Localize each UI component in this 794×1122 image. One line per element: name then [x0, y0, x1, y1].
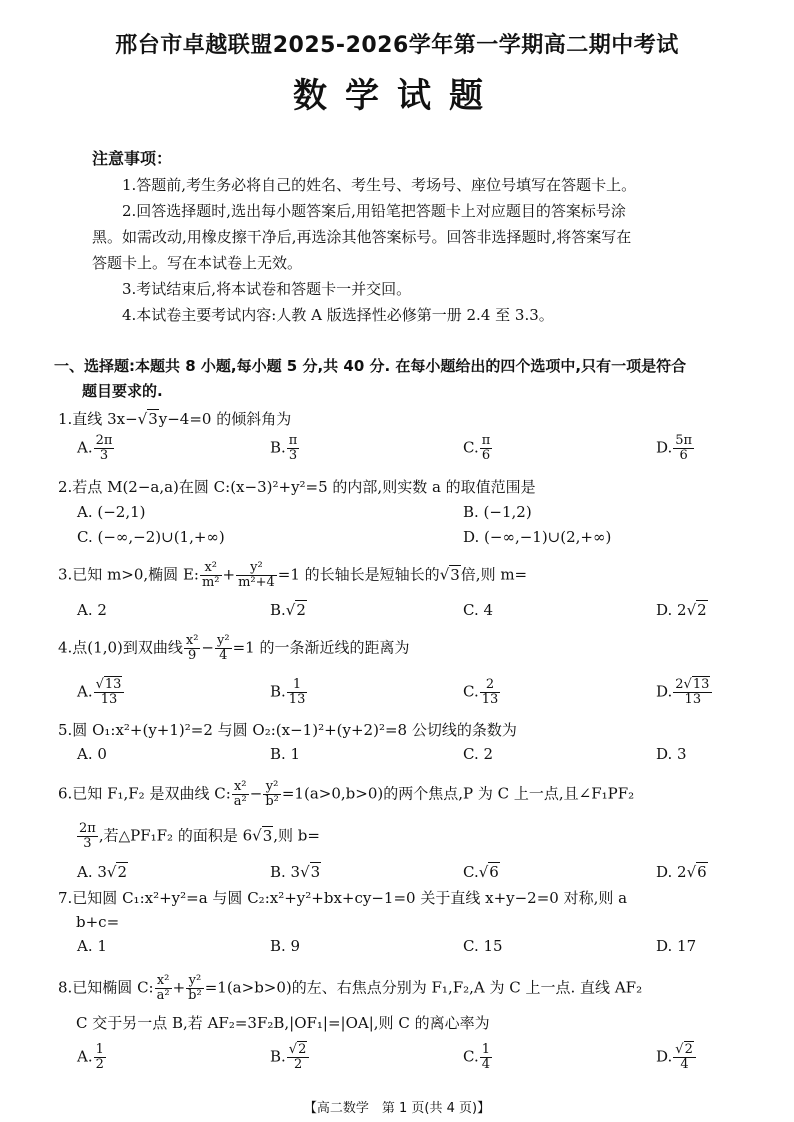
q1-stem-pre: 1.直线 3x−: [58, 410, 138, 428]
q1-option-d: [656, 434, 695, 463]
frac-den: 13: [481, 692, 499, 707]
frac-den: 13: [288, 692, 306, 707]
q6-option-b: B. 3√3: [270, 863, 321, 881]
option-label: A.: [77, 1047, 93, 1066]
q1-stem-post: y−4=0 的倾斜角为: [158, 410, 292, 428]
notice-item-4: 4.本试卷主要考试内容:人教 A 版选择性必修第一册 2.4 至 3.3。: [122, 306, 554, 324]
q4-option-a: A. $\frac{√13}{13}$: [77, 678, 125, 707]
frac-root: 13: [104, 677, 122, 692]
q1-option-b: [270, 434, 300, 463]
frac-num: x²: [200, 561, 222, 576]
frac-den: 13: [100, 692, 118, 707]
section-heading-cont: 题目要求的.: [82, 382, 163, 400]
exam-title: 邢台市卓越联盟2025-2026学年第一学期高二期中考试: [115, 33, 679, 58]
q8-pre: 8.已知椭圆 C:: [58, 978, 154, 997]
frac-num-coef: 2: [675, 677, 684, 692]
question-2-stem: 2.若点 M(2−a,a)在圆 C:(x−3)²+y²=5 的内部,则实数 a 的取值范围是: [58, 478, 536, 496]
frac-den: 4: [481, 1057, 490, 1072]
frac-num: y²: [217, 633, 230, 648]
frac-num: y²: [263, 780, 281, 795]
frac-num: 2π: [79, 821, 96, 836]
question-7-stem-cont: b+c=: [76, 913, 120, 931]
q8-option-a: [77, 1043, 107, 1072]
frac-den: 3: [99, 448, 109, 463]
frac-den: 9: [188, 648, 197, 663]
frac-num: x²: [232, 780, 249, 795]
q7-option-d: D. 17: [656, 937, 697, 955]
frac-den: a²: [156, 988, 170, 1003]
q2-option-c: C. (−∞,−2)∪(1,+∞): [77, 528, 225, 546]
question-6-stem: 6.已知 F₁,F₂ 是双曲线 C: $\frac{\text{x²}}{\text{a²}}$ − $\frac{\text{y²}}{\text{b²}}$ =1(a>0,b>0)的两个焦点,P 为 C 上一点,且∠F₁PF₂: [58, 780, 635, 809]
notice-heading: 注意事项：: [92, 149, 173, 168]
option-label: C.: [463, 863, 479, 881]
section-heading: 一、选择题:本题共 8 小题,每小题 5 分,共 40 分. 在每小题给出的四个选项中,只有一项是符合: [54, 357, 687, 375]
question-8-stem-cont: C 交于另一点 B,若 AF₂=3F₂B,|OF₁|=|OA|,则 C 的离心率为: [76, 1014, 490, 1032]
option-label: B.: [270, 682, 286, 701]
q3-option-b: B.√2: [270, 601, 306, 619]
option-label: B.: [270, 1047, 286, 1066]
option-label: D.: [656, 682, 673, 701]
q7-option-b: B. 9: [270, 937, 301, 955]
q3-post2: 倍,则 m=: [460, 565, 528, 584]
q7-option-a: A. 1: [77, 937, 107, 955]
option-label: D.: [656, 1047, 673, 1066]
option-root: 2: [697, 601, 707, 619]
q2-option-b: B. (−1,2): [463, 503, 532, 521]
option-label: B.: [270, 601, 286, 619]
frac-root: 2: [684, 1042, 693, 1057]
option-label: B.: [270, 438, 286, 457]
question-4-stem: 4.点(1,0)到双曲线 $\frac{\text{x²}}{9}$ − $\frac{\text{y²}}{4}$ =1 的一条渐近线的距离为: [58, 633, 410, 663]
option-root: 3: [310, 863, 321, 881]
q1-root: 3: [148, 410, 158, 428]
q6-pre: 6.已知 F₁,F₂ 是双曲线 C:: [58, 784, 231, 803]
q6-post: =1(a>0,b>0)的两个焦点,P 为 C 上一点,且∠F₁PF₂: [281, 784, 635, 803]
option-label: C.: [463, 438, 479, 457]
q3-option-a: A. 2: [77, 601, 107, 619]
frac-den: 2: [293, 1057, 303, 1072]
frac-num: y²: [186, 974, 204, 989]
option-label: D. 2: [656, 601, 687, 619]
option-label: A. 3: [77, 863, 107, 881]
frac-den: 6: [481, 448, 491, 463]
q6-option-a: A. 3√2: [77, 863, 128, 881]
option-root: 6: [489, 863, 499, 881]
frac-den: 4: [219, 648, 228, 663]
notice-item-3: 3.考试结束后,将本试卷和答题卡一并交回。: [122, 280, 412, 298]
option-label: C.: [463, 682, 479, 701]
option-label: D. 2: [656, 863, 687, 881]
q4-option-c: [463, 678, 501, 707]
q6-option-d: D. 2√6: [656, 863, 707, 881]
option-label: B. 3: [270, 863, 301, 881]
frac-den: b²: [188, 988, 202, 1003]
q3-post: =1 的长轴长是短轴长的: [277, 565, 440, 584]
q2-option-d: D. (−∞,−1)∪(2,+∞): [463, 528, 612, 546]
q4-pre: 4.点(1,0)到双曲线: [58, 638, 183, 657]
frac-den: 3: [83, 836, 92, 851]
q4-option-b: [270, 678, 308, 707]
notice-item-1: 1.答题前,考生务必将自己的姓名、考生号、考场号、座位号填写在答题卡上。: [122, 176, 637, 194]
q8-post: =1(a>b>0)的左、右焦点分别为 F₁,F₂,A 为 C 上一点. 直线 AF₂: [204, 978, 643, 997]
frac-num: 1: [95, 1042, 104, 1057]
option-root: 6: [697, 863, 707, 881]
frac-den: 13: [684, 692, 702, 707]
question-1-stem: 1.直线 3x−√3y−4=0 的倾斜角为: [58, 410, 292, 428]
option-label: C.: [463, 1047, 479, 1066]
q6-l2-post: ,若△PF₁F₂ 的面积是 6: [98, 826, 253, 845]
page-footer: 【高二数学 第 1 页(共 4 页)】: [303, 1101, 491, 1116]
q3-option-d: D. 2√2: [656, 601, 707, 619]
question-3-stem: 3.已知 m>0,椭圆 E: $\frac{\text{x²}}{\text{m²}}$ + $\frac{\text{y²}}{\text{m²+4}}$ =1 的长轴长是短轴长的√3倍,则 m=: [58, 560, 528, 590]
subject-title: 数学试题: [293, 76, 501, 116]
q5-option-c: C. 2: [463, 745, 494, 763]
frac-num: 2π: [95, 433, 113, 448]
q4-option-d: D. $\frac{2√13}{13}$: [656, 678, 713, 707]
option-label: A.: [77, 682, 93, 701]
q2-option-a: A. (−2,1): [77, 503, 146, 521]
notice-item-2c: 答题卡上。写在本试卷上无效。: [92, 254, 303, 272]
frac-num: x²: [155, 974, 172, 989]
frac-den: m²: [201, 575, 220, 590]
notice-item-2b: 黑。如需改动,用橡皮擦干净后,再选涂其他答案标号。回答非选择题时,将答案写在: [92, 228, 632, 246]
frac-num: 2: [480, 678, 501, 693]
q6-l2-post2: ,则 b=: [273, 826, 320, 845]
q1-option-a: [77, 434, 115, 463]
q3-option-c: C. 4: [463, 601, 494, 619]
q8-option-b: B. $\frac{√2}{2}$: [270, 1043, 310, 1072]
q5-option-d: D. 3: [656, 745, 687, 763]
option-root: 2: [117, 863, 128, 881]
q1-option-c: [463, 434, 493, 463]
option-root: 2: [296, 601, 306, 619]
notice-item-2a: 2.回答选择题时,选出每小题答案后,用铅笔把答题卡上对应题目的答案标号涂: [122, 202, 626, 220]
q8-option-c: [463, 1043, 493, 1072]
question-5-stem: 5.圆 O₁:x²+(y+1)²=2 与圆 O₂:(x−1)²+(y+2)²=8 公切线的条数为: [58, 721, 517, 739]
frac-root: 13: [692, 677, 710, 692]
q5-option-b: B. 1: [270, 745, 301, 763]
q3-root: 3: [450, 565, 460, 584]
option-label: A.: [77, 438, 93, 457]
q6-root: 3: [262, 826, 273, 845]
q5-option-a: A. 0: [77, 745, 107, 763]
frac-den: m²+4: [238, 575, 275, 590]
q8-option-d: D. $\frac{√2}{4}$: [656, 1043, 697, 1072]
frac-den: a²: [233, 794, 247, 809]
q3-pre: 3.已知 m>0,椭圆 E:: [58, 565, 199, 584]
question-8-stem: 8.已知椭圆 C: $\frac{\text{x²}}{\text{a²}}$ + $\frac{\text{y²}}{\text{b²}}$ =1(a>b>0)的左、右焦点分别为 F₁,F₂,A 为 C 上一点. 直线 AF₂: [58, 974, 643, 1003]
frac-root: 2: [298, 1042, 307, 1057]
frac-den: 2: [95, 1057, 104, 1072]
q6-option-c: C.√6: [463, 863, 499, 881]
q7-option-c: C. 15: [463, 937, 503, 955]
frac-num: 5π: [675, 433, 693, 448]
frac-num: π: [481, 433, 491, 448]
frac-num: x²: [185, 633, 199, 648]
frac-den: b²: [265, 794, 279, 809]
question-7-stem: 7.已知圆 C₁:x²+y²=a 与圆 C₂:x²+y²+bx+cy−1=0 关于直线 x+y−2=0 对称,则 a: [58, 889, 628, 907]
frac-num: 1: [287, 678, 308, 693]
frac-den: 3: [288, 448, 298, 463]
frac-num: y²: [236, 561, 277, 576]
frac-den: 4: [680, 1057, 689, 1072]
frac-num: π: [288, 433, 298, 448]
question-6-stem-cont: $\frac{2\pi}{3}$ ,若△PF₁F₂ 的面积是 6√3,则 b=: [79, 821, 320, 851]
q4-post: =1 的一条渐近线的距离为: [232, 638, 410, 657]
frac-num: 1: [481, 1042, 490, 1057]
frac-den: 6: [679, 448, 688, 463]
option-label: D.: [656, 438, 673, 457]
